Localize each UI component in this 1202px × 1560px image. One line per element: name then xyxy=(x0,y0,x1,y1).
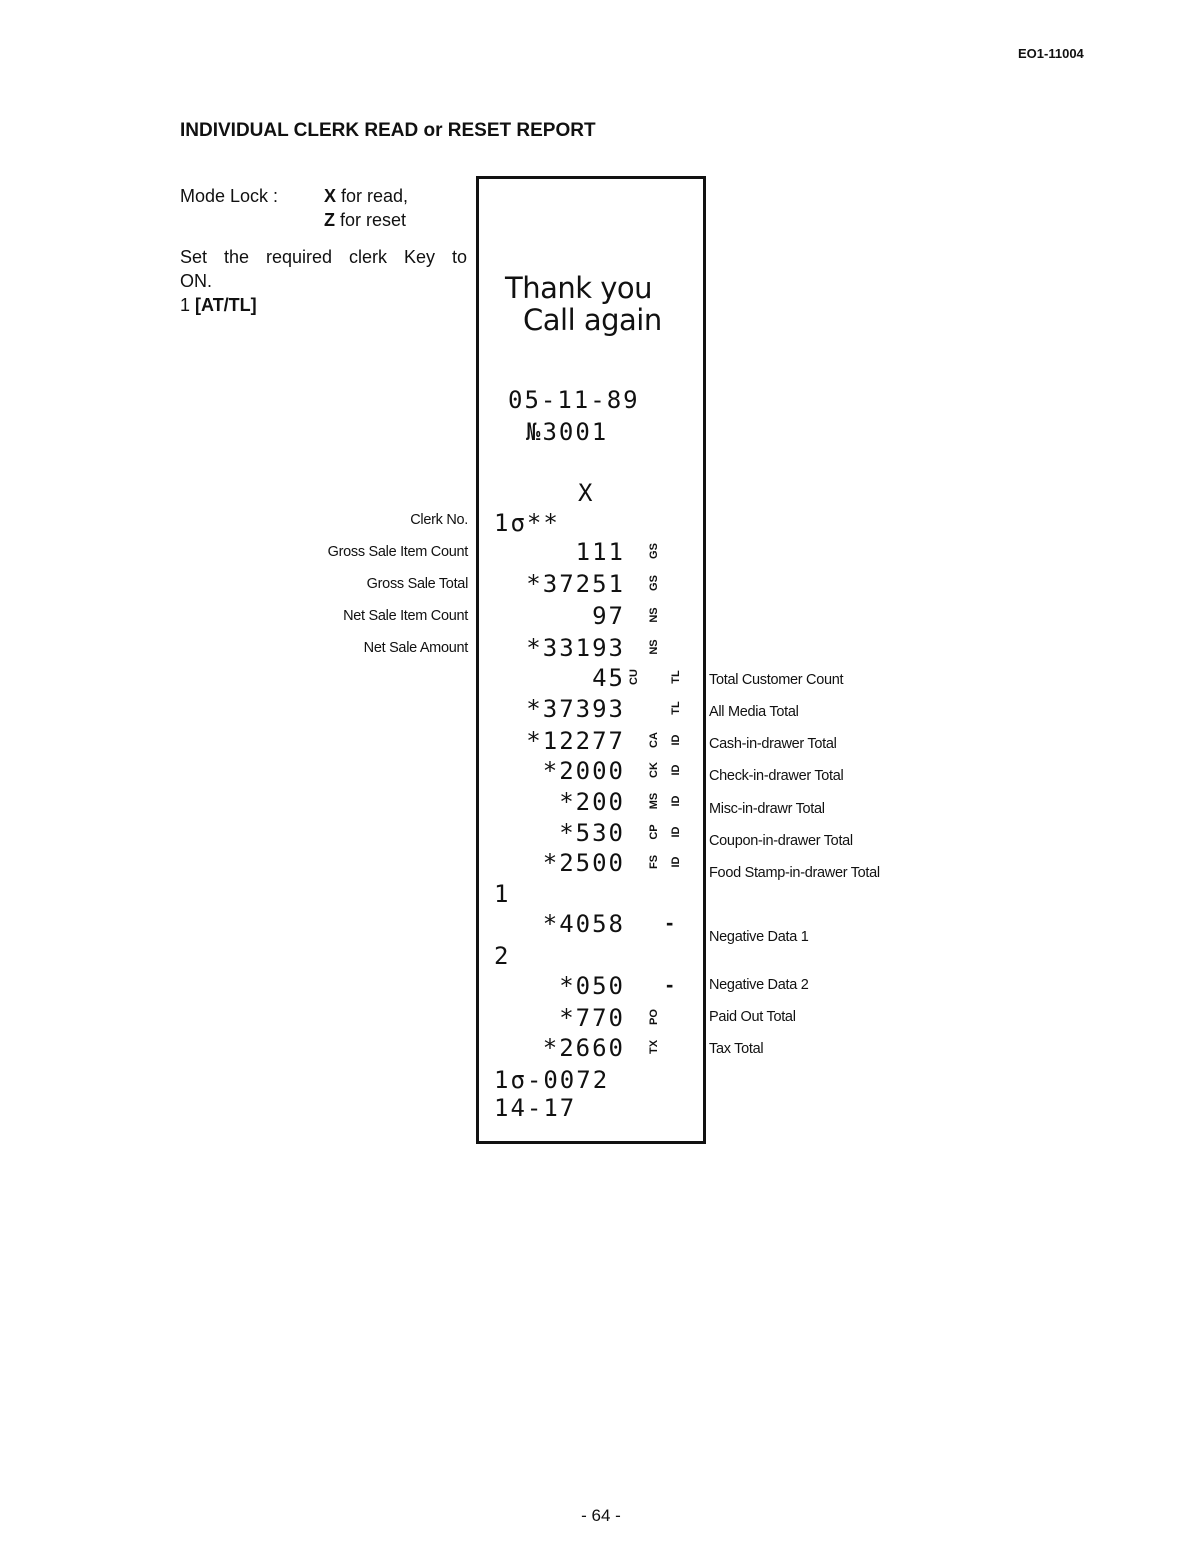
mode-lock-label: Mode Lock : xyxy=(180,186,279,206)
receipt-row-code: GS xyxy=(648,543,660,559)
receipt-row-code: FS xyxy=(648,854,660,870)
receipt-row-code: GS xyxy=(648,575,660,591)
label-food-stamp-in-drawer-total: Food Stamp-in-drawer Total xyxy=(709,865,880,881)
receipt-row-value: 97 xyxy=(592,602,625,630)
receipt-paid-out-code: PO xyxy=(648,1009,660,1025)
label-gross-sale-item-count: Gross Sale Item Count xyxy=(327,544,468,560)
label-cash-in-drawer-total: Cash-in-drawer Total xyxy=(709,736,837,752)
reset-text: for reset xyxy=(335,210,407,230)
receipt-row-value: *12277 xyxy=(526,727,625,755)
receipt-neg2-code: - xyxy=(666,972,674,997)
receipt-cu-code: CU xyxy=(628,669,640,685)
receipt-footer-time: 14-17 xyxy=(494,1094,577,1122)
label-gross-sale-total: Gross Sale Total xyxy=(366,576,468,592)
receipt-tax-value: *2660 xyxy=(542,1034,625,1062)
receipt-footer-clerk: 1σ-0072 xyxy=(494,1066,610,1094)
receipt-thanks-line-2: Call again xyxy=(523,303,662,337)
receipt-row-value: *530 xyxy=(559,819,625,847)
label-total-customer-count: Total Customer Count xyxy=(709,672,844,688)
label-net-sale-item-count: Net Sale Item Count xyxy=(343,608,468,624)
receipt-row-code: NS xyxy=(648,639,660,655)
read-text: for read, xyxy=(336,186,409,206)
clerk-key-instruction-2: ON. xyxy=(180,271,213,291)
receipt-row-code: MS xyxy=(648,792,660,810)
label-all-media-total: All Media Total xyxy=(709,704,799,720)
key-sequence xyxy=(180,295,257,316)
clerk-key-instruction: Set the required clerk Key to xyxy=(180,247,467,267)
label-coupon-in-drawer-total: Coupon-in-drawer Total xyxy=(709,833,853,849)
label-misc-in-drawer-total: Misc-in-drawr Total xyxy=(709,801,825,817)
label-paid-out-total: Paid Out Total xyxy=(709,1009,796,1025)
receipt-row-value: 45 xyxy=(592,664,625,692)
mode-lock-reset xyxy=(324,210,406,231)
receipt-row-code: CA xyxy=(648,732,660,748)
receipt-clerk: 1σ** xyxy=(494,509,560,537)
receipt-paid-out-value: *770 xyxy=(559,1004,625,1032)
receipt-id-code: ID xyxy=(670,826,682,838)
receipt-row-code: NS xyxy=(648,607,660,623)
receipt-id-code: ID xyxy=(670,734,682,746)
receipt-row-value: *2500 xyxy=(542,849,625,877)
receipt-neg2-number: 2 xyxy=(494,942,511,970)
receipt-id-code: ID xyxy=(670,856,682,868)
reset-key: Z xyxy=(324,210,335,230)
label-check-in-drawer-total: Check-in-drawer Total xyxy=(709,768,844,784)
mode-lock-read xyxy=(324,186,408,207)
label-tax-total: Tax Total xyxy=(709,1041,764,1057)
receipt-row-value: *37251 xyxy=(526,570,625,598)
receipt-consecutive-number: №3001 xyxy=(526,418,609,446)
receipt-tax-code: TX xyxy=(648,1039,660,1055)
read-key: X xyxy=(324,186,337,206)
key-sequence-key: [AT/TL] xyxy=(195,295,257,315)
page-number: - 64 - xyxy=(581,1506,621,1525)
receipt-neg1-code: - xyxy=(666,910,674,935)
receipt-row-value: *200 xyxy=(559,788,625,816)
receipt-row-code: CK xyxy=(648,762,660,778)
receipt-row-value: *2000 xyxy=(542,757,625,785)
receipt-thanks-line-1: Thank you xyxy=(505,271,653,305)
label-negative-data-2: Negative Data 2 xyxy=(709,977,809,993)
receipt-row-value: *33193 xyxy=(526,634,625,662)
receipt-neg1-number: 1 xyxy=(494,880,511,908)
receipt-neg2-value: *050 xyxy=(559,972,625,1000)
receipt-row-code: TL xyxy=(670,701,682,715)
receipt-row-value: 111 xyxy=(575,538,625,566)
receipt-row-value: *37393 xyxy=(526,695,625,723)
receipt-neg1-value: *4058 xyxy=(542,910,625,938)
receipt-row-code: TL xyxy=(670,670,682,684)
receipt-date: 05-11-89 xyxy=(508,386,640,414)
receipt-id-code: ID xyxy=(670,764,682,776)
label-clerk-no: Clerk No. xyxy=(410,512,468,528)
key-sequence-number: 1 xyxy=(180,295,191,315)
receipt-id-code: ID xyxy=(670,795,682,807)
receipt-row-code: CP xyxy=(648,824,660,840)
receipt-mode: X xyxy=(578,479,595,507)
document-code: EO1-11004 xyxy=(1018,46,1084,61)
page-title: INDIVIDUAL CLERK READ or RESET REPORT xyxy=(180,120,596,141)
label-net-sale-amount: Net Sale Amount xyxy=(363,640,468,656)
label-negative-data-1: Negative Data 1 xyxy=(709,929,809,945)
